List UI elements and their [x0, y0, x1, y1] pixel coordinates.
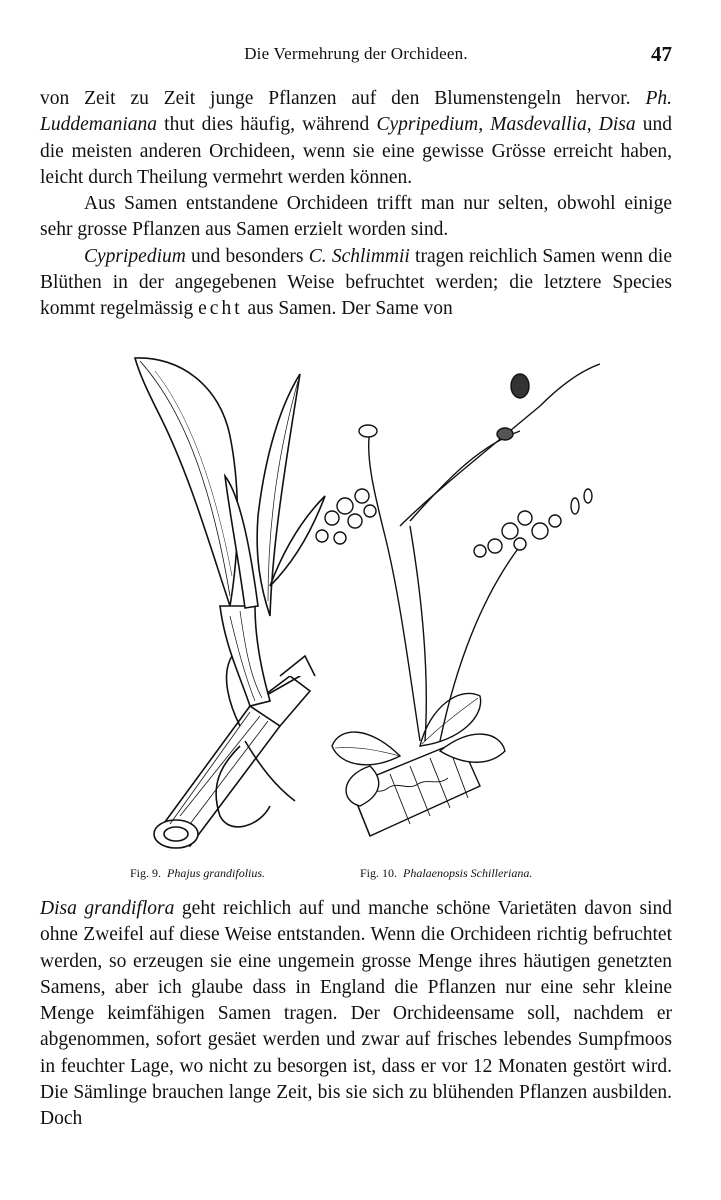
figure-svg: [100, 346, 660, 866]
paragraph-3: [40, 244, 672, 323]
genus-name: Cypripedium: [84, 245, 186, 267]
text-run: tragen reichlich Samen wenn die Blüthen in der angegebenen Weise befruchtet werden; die letztere Species kommt regelmässig: [40, 245, 672, 320]
emphasis-word: echt: [198, 298, 243, 320]
caption-fig-10: [360, 866, 532, 881]
text-run: und besonders: [185, 245, 309, 267]
text-run: geht reichlich auf und manche schöne Varietäten davon sind ohne Zweifel auf diese Weise entstanden. Wenn die Orchideen richtig befruchtet werden, so erzeugen sie eine ungemein grosse Menge ihres häutigen genetzten Samens, aber ich glaube dass in England die Pflanzen nur eine sehr kleine Menge keimfähigen Samen tragen. Der Orchideensame soll, nachdem er abgenommen, sofort gesäet werden und zwar auf frisches lebendes Sumpfmoos in feuchter Lage, wo nicht zu besorgen ist, dass er vor 12 Monaten gestört wird. Die Sämlinge brauchen lange Zeit, bis sie sich zu blühenden Pflanzen ausbilden. Doch: [40, 898, 672, 1130]
paragraph-4: [40, 896, 672, 1133]
caption-species: Phajus grandifolius.: [167, 866, 266, 880]
bottom-text-block: [40, 896, 672, 1133]
genus-names: Cypripedium, Masdevallia, Disa: [376, 114, 636, 136]
caption-label: Fig. 10.: [360, 866, 398, 880]
paragraph-2: Aus Samen entstandene Orchideen trifft man nur selten, obwohl einige sehr grosse Pflanzen aus Samen erzielt worden sind.: [40, 193, 672, 241]
text-run: und die meisten anderen Orchideen, wenn sie eine gewisse Grösse erreicht haben, leicht durch Theilung vermehrt werden können.: [40, 114, 673, 188]
running-title: Die Vermehrung der Orchideen.: [244, 44, 468, 63]
caption-fig-9: [130, 866, 265, 881]
figure-captions: [120, 866, 600, 886]
text-run: von Zeit zu Zeit junge Pflanzen auf den Blumenstengeln hervor.: [40, 88, 646, 109]
text-run: aus Samen. Der Same von: [242, 298, 453, 320]
species-name: Ph. Luddemaniana: [40, 88, 672, 136]
phalaenopsis-schilleriana-illustration: [316, 364, 600, 836]
text-run: thut dies häufig, während: [157, 114, 377, 136]
page-header: [40, 44, 672, 74]
phajus-grandifolius-illustration: [135, 358, 325, 848]
species-name: C. Schlimmii: [308, 245, 410, 267]
caption-species: Phalaenopsis Schilleriana.: [403, 866, 533, 880]
paragraph-1: [40, 86, 672, 191]
species-name: Disa grandiflora: [40, 898, 175, 919]
caption-label: Fig. 9.: [130, 866, 162, 880]
top-text-block: [40, 86, 672, 323]
page-number: 47: [651, 42, 672, 66]
figure-illustrations: [100, 346, 660, 866]
